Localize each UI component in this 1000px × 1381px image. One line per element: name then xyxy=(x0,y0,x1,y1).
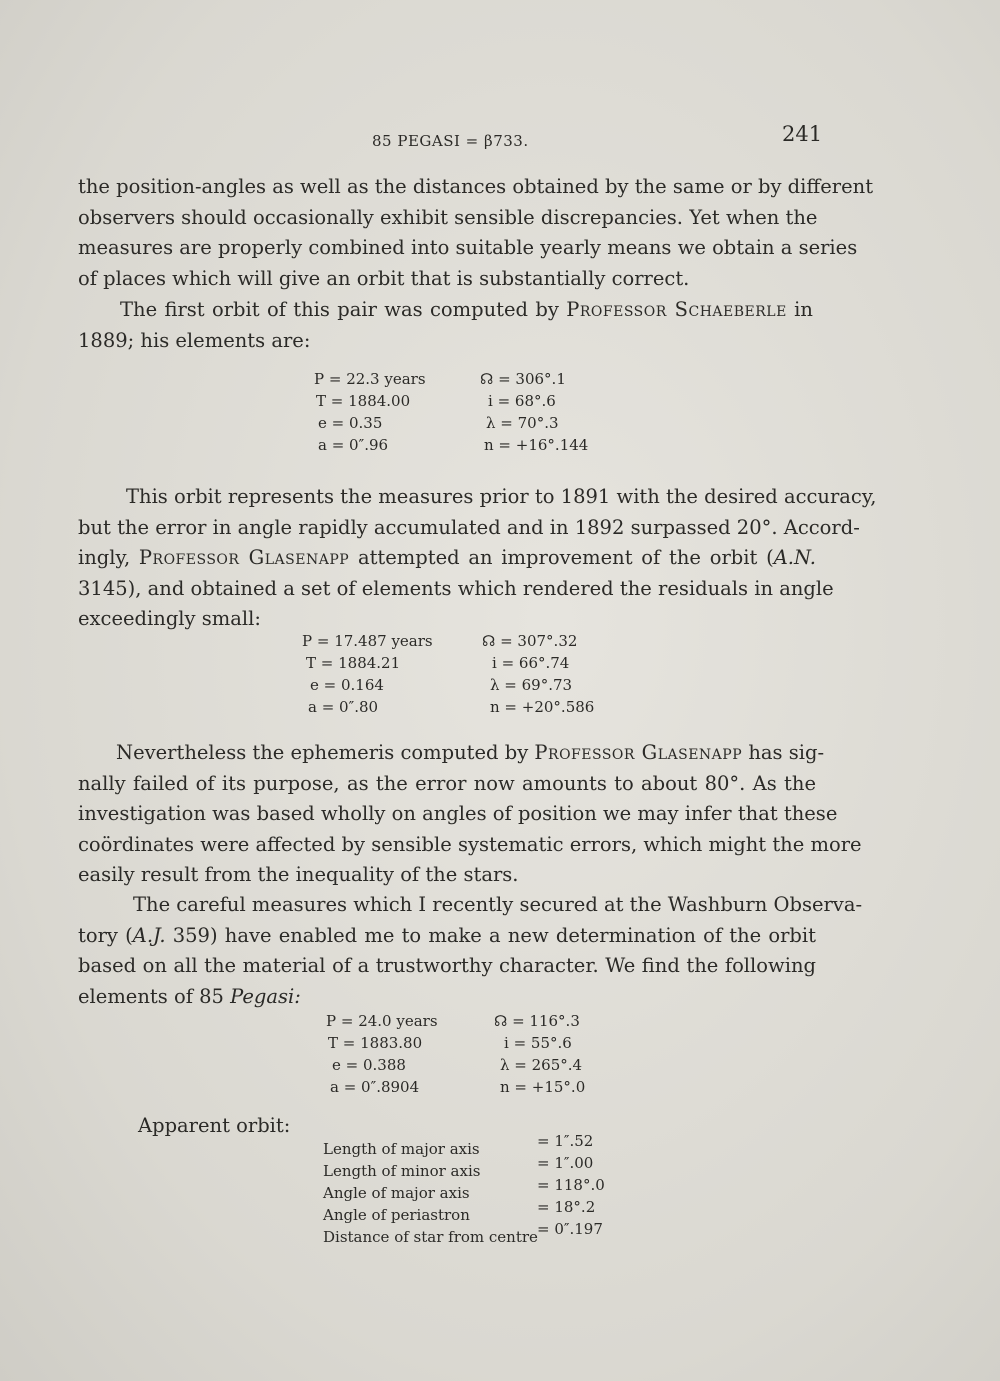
text-line: easily result from the inequality of the stars. xyxy=(78,863,519,887)
text-line: 3145), and obtained a set of elements which rendered the residuals in angle xyxy=(78,576,834,600)
text-line: 1889; his elements are: xyxy=(78,328,311,352)
text-line: observers should occasionally exhibit sensible discrepancies. Yet when the xyxy=(78,205,818,229)
author-name: Professor Glasenapp xyxy=(534,741,743,764)
page-number: 241 xyxy=(782,122,823,146)
text-line: based on all the material of a trustworthy character. We find the following xyxy=(78,954,816,978)
text-line: tory (A.J. 359) have enabled me to make a new determination of the orbit xyxy=(78,923,816,947)
text-line: The careful measures which I recently secured at the Washburn Observa- xyxy=(133,893,863,916)
text-line: exceedingly small: xyxy=(78,607,261,631)
elements-left-column: P = 22.3 years T = 1884.00 e = 0.35 a = 0″.96 xyxy=(314,370,426,454)
journal-reference: A.J. xyxy=(132,923,166,947)
text-line: coördinates were affected by sensible systematic errors, which might the more xyxy=(78,832,862,856)
elements-left-column: P = 24.0 years T = 1883.80 e = 0.388 a = 0″.8904 xyxy=(326,1012,438,1096)
page-header xyxy=(0,122,1000,152)
elements-right-column: ☊ = 307°.32 i = 66°.74 λ = 69°.73 n = +20°.586 xyxy=(482,632,595,716)
apparent-orbit-values: = 1″.52 = 1″.00 = 118°.0 = 18°.2 = 0″.197 xyxy=(537,1132,605,1238)
apparent-orbit-label: Apparent orbit: xyxy=(138,1114,291,1137)
text-line: Nevertheless the ephemeris computed by Professor Glasenapp has sig- xyxy=(116,741,825,764)
elements-right-column: ☊ = 116°.3 i = 55°.6 λ = 265°.4 n = +15°.0 xyxy=(494,1012,586,1096)
apparent-orbit-labels: Length of major axis Length of minor axis Angle of major axis Angle of periastron Distance of star from centre xyxy=(323,1140,538,1246)
paragraph-3 xyxy=(78,482,877,635)
text-line: measures are properly combined into suitable yearly means we obtain a series xyxy=(78,236,858,260)
text-line: of places which will give an orbit that is substantially correct. xyxy=(78,266,690,290)
elements-right-column: ☊ = 306°.1 i = 68°.6 λ = 70°.3 n = +16°.144 xyxy=(480,370,589,454)
author-name: Professor Glasenapp xyxy=(138,546,350,570)
star-name: Pegasi: xyxy=(230,984,301,1008)
text-line: the position-angles as well as the distances obtained by the same or by different xyxy=(78,175,874,198)
paragraph-5 xyxy=(78,890,863,1012)
text-line: investigation was based wholly on angles of position we may infer that these xyxy=(78,802,838,826)
paragraph-4 xyxy=(78,738,862,891)
author-name: Professor Schaeberle xyxy=(566,298,787,321)
journal-reference: A.N. xyxy=(773,546,816,570)
running-head: 85 PEGASI = β733. xyxy=(372,132,529,150)
text-line: elements of 85 Pegasi: xyxy=(78,984,301,1008)
text-line: but the error in angle rapidly accumulated and in 1892 surpassed 20°. Accord- xyxy=(78,515,860,539)
text-line: The first orbit of this pair was computed by Professor Schaeberle in xyxy=(120,298,813,321)
paragraph-1 xyxy=(78,172,874,294)
paragraph-2 xyxy=(78,295,813,356)
text-line: This orbit represents the measures prior to 1891 with the desired accuracy, xyxy=(126,485,877,508)
text-line: ingly, Professor Glasenapp attempted an improvement of the orbit (A.N. xyxy=(78,546,816,570)
elements-left-column: P = 17.487 years T = 1884.21 e = 0.164 a = 0″.80 xyxy=(302,632,433,716)
text-line: nally failed of its purpose, as the error now amounts to about 80°. As the xyxy=(78,771,816,795)
